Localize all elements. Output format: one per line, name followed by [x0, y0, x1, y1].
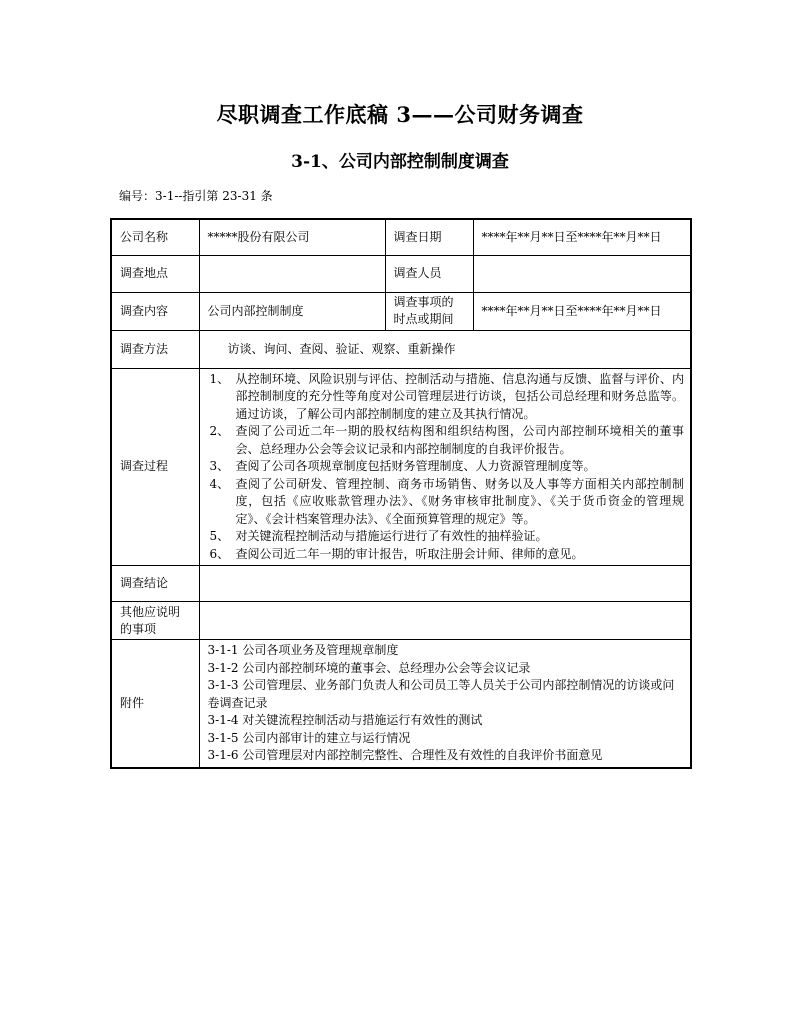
- table-row: [111, 368, 691, 566]
- process-item-text: 查阅公司近二年一期的审计报告，听取注册会计师、律师的意见。: [235, 546, 584, 561]
- surveyor-label: 调查人员: [385, 255, 473, 292]
- survey-location-label: 调查地点: [111, 255, 199, 292]
- survey-conclusion-value: [199, 566, 691, 602]
- survey-process-list: [199, 368, 691, 566]
- process-item-text: 对关键流程控制活动与措施运行进行了有效性的抽样验证。: [235, 529, 548, 543]
- survey-content-value: 公司内部控制制度: [199, 292, 385, 330]
- process-item-text: 从控制环境、风险识别与评估、控制活动与措施、信息沟通与反馈、监督与评价、内部控制制度的充分性等角度对公司管理层进行访谈，包括公司总经理和财务总监等。通过访谈，了解公司内部控制制度的建立及其执行情况。: [235, 371, 684, 421]
- table-row: [111, 330, 691, 368]
- attachment-item: 3-1-5 公司内部审计的建立与运行情况: [207, 730, 411, 745]
- process-item-number: 4、: [209, 476, 230, 491]
- table-row: [111, 602, 691, 640]
- surveyor-value: [473, 255, 691, 292]
- survey-conclusion-label: 调查结论: [111, 566, 199, 602]
- process-item-number: 2、: [209, 424, 230, 438]
- survey-date-label: 调查日期: [385, 219, 473, 255]
- survey-period-label: [385, 292, 473, 330]
- survey-date-value: ****年**月**日至****年**月**日: [473, 219, 691, 255]
- process-item-number: 5、: [209, 529, 230, 543]
- process-item-text: 查阅了公司研发、管理控制、商务市场销售、财务以及人事等方面相关内部控制制度，包括《应收账款管理办法》、《财务审核审批制度》、《关于货币资金的管理规定》、《会计档案管理办法》、《全面预算管理的规定》等。: [235, 476, 684, 526]
- page-title: 尽职调查工作底稿 3——公司财务调查: [216, 102, 584, 127]
- survey-content-label: 调查内容: [111, 292, 199, 330]
- process-item: [210, 476, 685, 529]
- attachment-item: 3-1-3 公司管理层、业务部门负责人和公司员工等人员关于公司内部控制情况的访谈或问卷调查记录: [207, 678, 675, 710]
- attachments-label: 附件: [111, 640, 199, 768]
- survey-period-label-line1: 调查事项的: [393, 295, 454, 309]
- other-matters-label-line1: 其他应说明: [120, 604, 181, 619]
- process-item-number: 1、: [209, 371, 230, 386]
- section-subtitle: 3-1、公司内部控制制度调查: [291, 152, 509, 172]
- attachments-list: [199, 640, 691, 768]
- survey-process-label: 调查过程: [111, 368, 199, 566]
- survey-period-value: ****年**月**日至****年**月**日: [473, 292, 691, 330]
- other-matters-label: [111, 602, 199, 640]
- process-item-text: 查阅了公司近二年一期的股权结构图和组织结构图，公司内部控制环境相关的董事会、总经理办公会等会议记录和内部控制制度的自我评价报告。: [235, 424, 684, 456]
- survey-method-value: 访谈、询问、查阅、验证、观察、重新操作: [199, 330, 691, 368]
- attachment-item: 3-1-2 公司内部控制环境的董事会、总经理办公会等会议记录: [207, 660, 531, 675]
- survey-location-value: [199, 255, 385, 292]
- process-item: [210, 423, 685, 458]
- process-item: [210, 458, 685, 476]
- table-row: [111, 255, 691, 292]
- survey-method-label: 调查方法: [111, 330, 199, 368]
- attachment-item: 3-1-1 公司各项业务及管理规章制度: [207, 643, 399, 657]
- company-name-label: 公司名称: [111, 219, 199, 255]
- other-matters-label-line2: 的事项: [120, 621, 157, 636]
- investigation-table: [110, 218, 692, 769]
- table-row: [111, 292, 691, 330]
- process-item-number: 3、: [209, 459, 230, 473]
- table-row: [111, 566, 691, 602]
- process-item: [210, 546, 685, 564]
- document-number: 编号：3-1--指引第 23-31 条: [119, 189, 273, 203]
- company-name-value: *****股份有限公司: [199, 219, 385, 255]
- table-row: [111, 219, 691, 255]
- attachment-item: 3-1-6 公司管理层对内部控制完整性、合理性及有效性的自我评价书面意见: [207, 748, 603, 762]
- other-matters-value: [199, 602, 691, 640]
- survey-period-label-line2: 时点或期间: [393, 312, 454, 326]
- process-item: [210, 371, 685, 424]
- process-item-text: 查阅了公司各项规章制度包括财务管理制度、人力资源管理制度等。: [235, 459, 596, 473]
- attachment-item: 3-1-4 对关键流程控制活动与措施运行有效性的测试: [207, 713, 483, 727]
- table-row: [111, 640, 691, 768]
- process-item-number: 6、: [209, 546, 230, 561]
- process-item: [210, 528, 685, 546]
